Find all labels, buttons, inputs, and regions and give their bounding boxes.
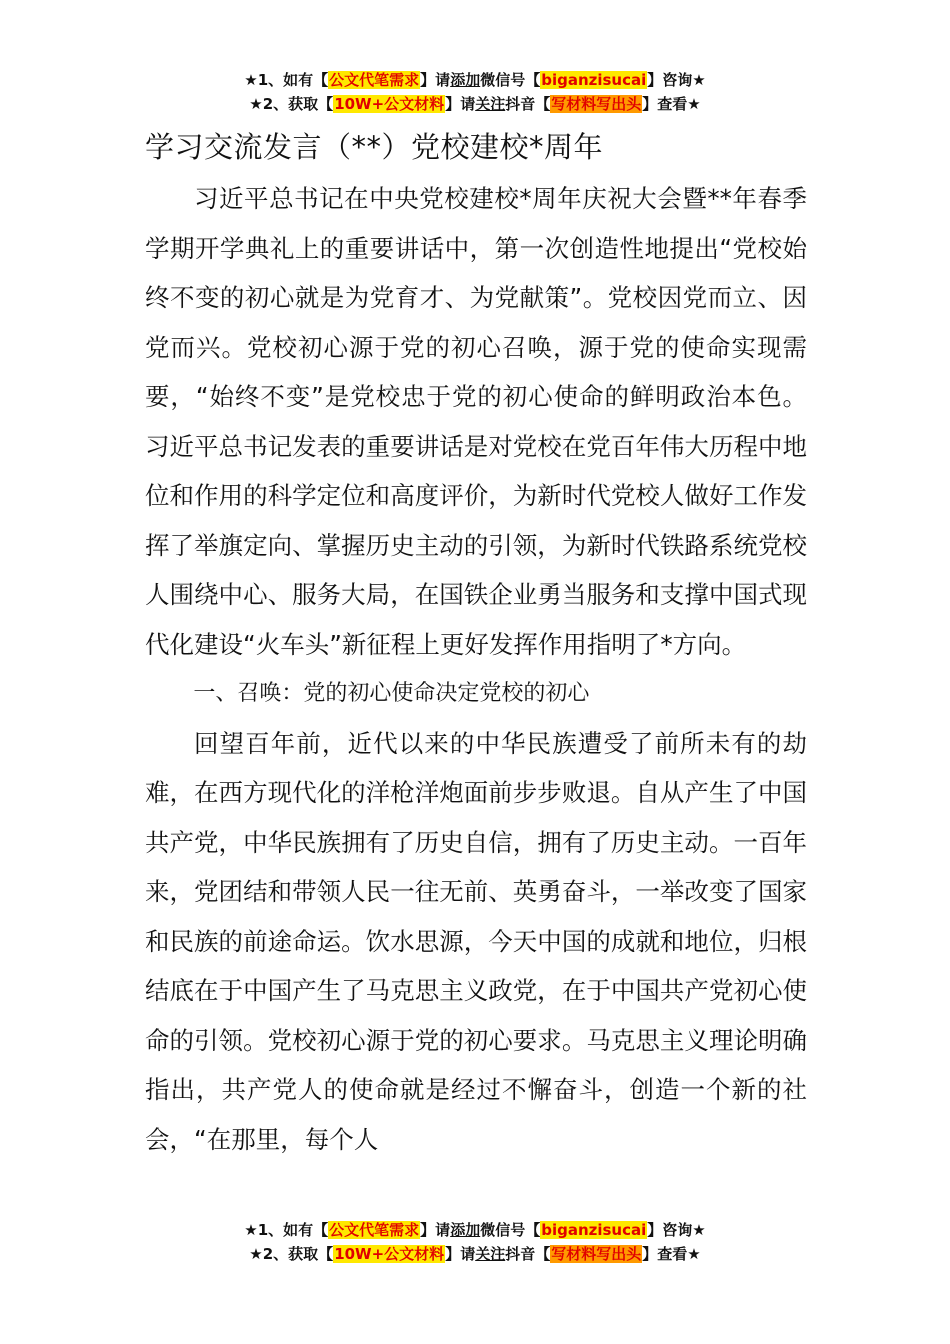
promo-underline-text: 添加 bbox=[450, 1221, 481, 1239]
promo-text: 】查看★ bbox=[642, 1245, 701, 1263]
promo-line-2 bbox=[0, 1242, 950, 1266]
promo-text: ★2、获取【 bbox=[249, 1245, 334, 1263]
promo-text: 微信号【 bbox=[480, 1221, 541, 1239]
paragraph-1: 习近平总书记在中央党校建校*周年庆祝大会暨**年春季学期开学典礼上的重要讲话中，第一次创造性地提出“党校始终不变的初心就是为党育才、为党献策”。党校因党而立、因党而兴。党校初心源于党的初心召唤，源于党的使命实现需要，“始终不变”是党校忠于党的初心使命的鲜明政治本色。习近平总书记发表的重要讲话是对党校在党百年伟大历程中地位和作用的科学定位和高度评价，为新时代党校人做好工作发挥了举旗定向、掌握历史主动的引领，为新时代铁路系统党校人围绕中心、服务大局，在国铁企业勇当服务和支撑中国式现代化建设“火车头”新征程上更好发挥作用指明了*方向。 bbox=[145, 184, 807, 659]
promo-text: 抖音【 bbox=[505, 95, 551, 113]
promo-wechat-id: biganzisucai bbox=[541, 71, 647, 89]
document-body bbox=[145, 124, 807, 1164]
promo-text: 】咨询★ bbox=[647, 1221, 706, 1239]
promo-text: 】请 bbox=[420, 1221, 451, 1239]
promo-text: 】咨询★ bbox=[647, 71, 706, 89]
promo-underline-text: 关注 bbox=[475, 1245, 506, 1263]
promo-text: ★2、获取【 bbox=[249, 95, 334, 113]
promo-wechat-id: biganzisucai bbox=[541, 1221, 647, 1239]
promo-douyin-id: 写材料写出头 bbox=[551, 95, 642, 113]
promo-text: ★1、如有【 bbox=[244, 1221, 329, 1239]
promo-text: 】请 bbox=[420, 71, 451, 89]
promo-text: 微信号【 bbox=[480, 71, 541, 89]
document-title: 学习交流发言（**）党校建校*周年 bbox=[145, 130, 604, 164]
promo-highlight: 10W+公文材料 bbox=[334, 95, 445, 113]
promo-text: 】请 bbox=[445, 95, 476, 113]
promo-text: 抖音【 bbox=[505, 1245, 551, 1263]
promo-douyin-id: 写材料写出头 bbox=[551, 1245, 642, 1263]
promo-line-1 bbox=[0, 68, 950, 92]
paragraph-2: 回望百年前，近代以来的中华民族遭受了前所未有的劫难，在西方现代化的洋枪洋炮面前步步败退。自从产生了中国共产党，中华民族拥有了历史自信，拥有了历史主动。一百年来，党团结和带领人民一往无前、英勇奋斗，一举改变了国家和民族的前途命运。饮水思源，今天中国的成就和地位，归根结底在于中国产生了马克思主义政党，在于中国共产党初心使命的引领。党校初心源于党的初心要求。马克思主义理论明确指出，共产党人的使命就是经过不懈奋斗，创造一个新的社会，“在那里，每个人 bbox=[145, 728, 807, 1154]
promo-text: 】请 bbox=[445, 1245, 476, 1263]
promo-line-1 bbox=[0, 1218, 950, 1242]
promo-highlight: 公文代笔需求 bbox=[329, 71, 420, 89]
promo-line-2 bbox=[0, 92, 950, 116]
promo-text: ★1、如有【 bbox=[244, 71, 329, 89]
bottom-promo-banner bbox=[0, 1218, 950, 1266]
section-heading-1: 一、召唤：党的初心使命决定党校的初心 bbox=[193, 681, 590, 706]
promo-text: 】查看★ bbox=[642, 95, 701, 113]
promo-highlight: 公文代笔需求 bbox=[329, 1221, 420, 1239]
promo-underline-text: 添加 bbox=[450, 71, 481, 89]
promo-underline-text: 关注 bbox=[475, 95, 506, 113]
promo-highlight: 10W+公文材料 bbox=[334, 1245, 445, 1263]
top-promo-banner bbox=[0, 68, 950, 116]
